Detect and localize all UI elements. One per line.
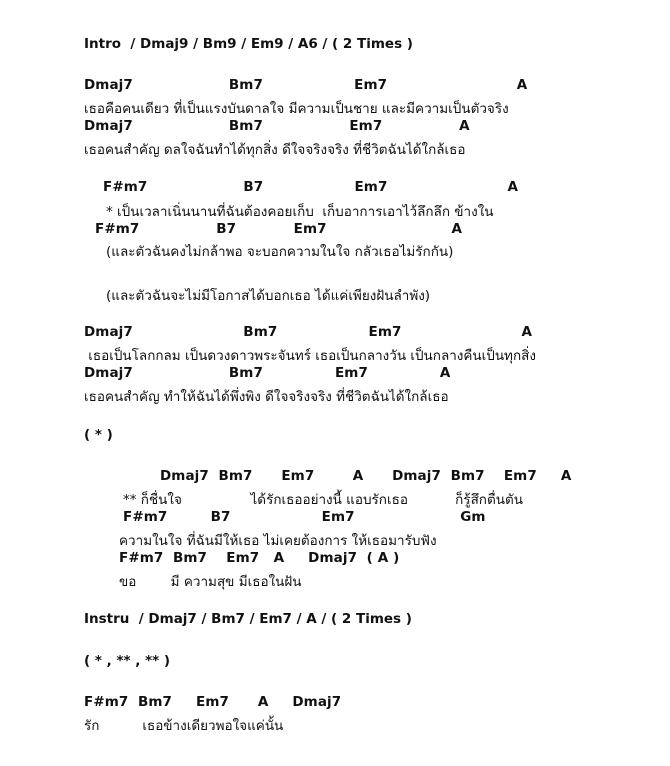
bridge-chord-line-1: Dmaj7 Bm7 Em7 A Dmaj7 Bm7 Em7 A [160, 468, 572, 484]
bridge-lyric-line-2: ความในใจ ที่ฉันมีให้เธอ ไม่เคยต้องการ ให้เธอมารับฟัง [119, 533, 437, 549]
chorus1-lyric-line-2: (และตัวฉันคงไม่กล้าพอ จะบอกความในใจ กลัวเธอไม่รักกัน) [106, 244, 454, 260]
bridge-chord-line-2: F#m7 B7 Em7 Gm [123, 509, 486, 525]
verse1-lyric-line-2: เธอคนสำคัญ ดลใจฉันทำได้ทุกสิ่ง ดีใจจริงจริง ที่ชีวิตฉันได้ใกล้เธอ [84, 142, 466, 158]
verse1-chord-line-1: Dmaj7 Bm7 Em7 A [84, 77, 528, 93]
chorus1-lyric-line-1: * เป็นเวลาเนิ่นนานที่ฉันต้องคอยเก็บ เก็บอาการเอาไว้ลึกลึก ข้างใน [106, 204, 494, 220]
instru-line: Instru / Dmaj7 / Bm7 / Em7 / A / ( 2 Times ) [84, 611, 412, 627]
intro-line: Intro / Dmaj9 / Bm9 / Em9 / A6 / ( 2 Times ) [84, 36, 413, 52]
chorus1-chord-line-1: F#m7 B7 Em7 A [103, 179, 519, 195]
verse1-lyric-line-1: เธอคือคนเดียว ที่เป็นแรงบันดาลใจ มีความเป็นชาย และมีความเป็นตัวจริง [84, 101, 509, 117]
verse2-chord-line-1: Dmaj7 Bm7 Em7 A [84, 324, 533, 340]
bridge-chord-line-3: F#m7 Bm7 Em7 A Dmaj7 ( A ) [119, 550, 400, 566]
outro-chord-line-1: F#m7 Bm7 Em7 A Dmaj7 [84, 694, 342, 710]
verse1-chord-line-2: Dmaj7 Bm7 Em7 A [84, 118, 470, 134]
repeat-marker-2: ( * , ** , ** ) [84, 653, 171, 669]
verse2-lyric-line-1: เธอเป็นโลกกลม เป็นดวงดาวพระจันทร์ เธอเป็นกลางวัน เป็นกลางคืนเป็นทุกสิ่ง [84, 348, 536, 364]
chorus1-chord-line-2: F#m7 B7 Em7 A [95, 221, 463, 237]
verse2-lyric-line-2: เธอคนสำคัญ ทำให้ฉันได้พึ่งพิง ดีใจจริงจริง ที่ชีวิตฉันได้ใกล้เธอ [84, 389, 449, 405]
chorus1-lyric-line-3: (และตัวฉันจะไม่มีโอกาสได้บอกเธอ ได้แค่เพียงฝันลำพัง) [106, 288, 431, 304]
bridge-lyric-line-3: ขอ มี ความสุข มีเธอในฝัน [119, 574, 302, 590]
bridge-lyric-line-1: ** ก็ชื่นใจ ได้รักเธออย่างนี้ แอบรักเธอ ก็รู้สึกตื่นตัน [123, 492, 523, 508]
outro-lyric-line-1: รัก เธอข้างเดียวพอใจแค่นั้น [84, 718, 284, 734]
verse2-chord-line-2: Dmaj7 Bm7 Em7 A [84, 365, 451, 381]
repeat-marker-1: ( * ) [84, 427, 113, 443]
